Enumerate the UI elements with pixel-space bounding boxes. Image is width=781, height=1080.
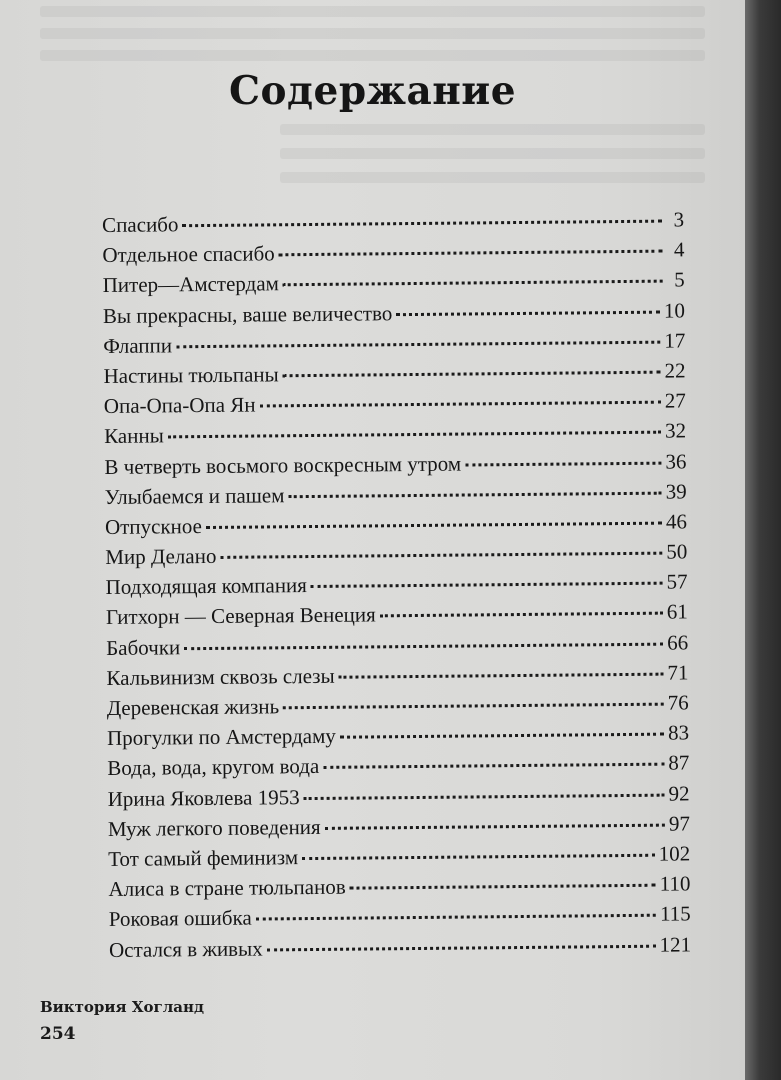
dot-leader — [339, 672, 664, 678]
toc-entry-title: Остался в живых — [108, 935, 263, 962]
dot-leader — [465, 461, 661, 466]
toc-entry-title: Канны — [104, 423, 164, 449]
bleed-through — [40, 50, 705, 61]
toc-entry-page: 32 — [665, 418, 687, 443]
table-of-contents — [102, 207, 691, 967]
dot-leader — [256, 914, 656, 921]
dot-leader — [267, 944, 656, 951]
dot-leader — [302, 854, 655, 860]
toc-entry-page: 17 — [664, 328, 686, 353]
dot-leader — [206, 522, 662, 529]
toc-entry-page: 97 — [668, 811, 690, 836]
toc-entry-page: 61 — [666, 599, 688, 625]
running-footer-author: Виктория Хогланд — [40, 998, 204, 1016]
toc-entry-title: Тот самый феминизм — [108, 845, 299, 871]
dot-leader — [323, 763, 664, 769]
toc-entry-title: Подходящая компания — [105, 573, 308, 600]
toc-entry — [109, 932, 691, 968]
toc-entry-page: 10 — [663, 297, 686, 323]
toc-entry-title: Прогулки по Амстердаму — [106, 723, 336, 751]
toc-entry-page: 5 — [674, 267, 685, 292]
dot-leader — [283, 703, 664, 710]
toc-entry-page: 27 — [664, 388, 686, 413]
toc-entry-page: 121 — [659, 931, 692, 957]
bleed-through — [40, 28, 705, 39]
toc-entry-title: Кальвинизм сквозь слезы — [106, 663, 335, 690]
dot-leader — [311, 582, 663, 588]
dot-leader — [283, 280, 663, 287]
dot-leader — [176, 340, 660, 348]
toc-entry-page: 102 — [658, 841, 691, 866]
dot-leader — [279, 250, 663, 257]
toc-entry-title: Гитхорн — Северная Венеция — [105, 602, 376, 630]
toc-entry-title: Отпускное — [104, 513, 203, 539]
toc-entry-title: В четверть восьмого воскресным утром — [104, 451, 462, 479]
toc-entry-title: Питер—Амстердам — [102, 271, 280, 298]
dot-leader — [304, 793, 665, 799]
toc-entry-page: 57 — [666, 569, 688, 594]
toc-entry-title: Спасибо — [102, 212, 179, 237]
bleed-through — [280, 172, 705, 183]
toc-entry-title: Вода, вода, кругом вода — [107, 754, 320, 781]
toc-entry-page: 36 — [665, 448, 687, 474]
dot-leader — [182, 220, 662, 228]
toc-entry-title: Муж легкого поведения — [107, 814, 321, 841]
bleed-through — [40, 6, 705, 17]
toc-entry-title: Деревенская жизнь — [106, 694, 280, 720]
bleed-through — [280, 148, 705, 159]
toc-entry-title: Алиса в стране тюльпанов — [108, 874, 346, 902]
toc-entry-title: Мир Делано — [105, 543, 217, 570]
toc-entry-page: 92 — [668, 780, 690, 806]
toc-entry-title: Ирина Яковлева 1953 — [107, 784, 300, 811]
bleed-through — [280, 124, 705, 135]
dot-leader — [168, 431, 661, 439]
toc-entry-title: Вы прекрасны, ваше величество — [102, 300, 393, 328]
toc-entry-title: Отдельное спасибо — [102, 241, 275, 268]
dot-leader — [325, 823, 665, 829]
toc-entry-title: Настины тюльпаны — [103, 362, 279, 388]
toc-entry-title: Опа-Опа-Опа Ян — [103, 392, 256, 419]
toc-entry-page: 76 — [667, 690, 689, 715]
toc-entry-page: 22 — [664, 358, 686, 383]
page-title: Содержание — [228, 68, 517, 114]
toc-entry-page: 46 — [665, 509, 688, 534]
toc-entry-page: 39 — [665, 479, 687, 504]
dot-leader — [260, 401, 661, 408]
dot-leader — [380, 612, 663, 618]
toc-entry-title: Бабочки — [106, 634, 181, 660]
toc-entry-page: 50 — [666, 539, 688, 564]
dot-leader — [283, 371, 661, 378]
page-number: 254 — [40, 1024, 76, 1044]
toc-entry-page: 3 — [673, 207, 685, 232]
toc-entry-page: 110 — [659, 871, 691, 896]
toc-entry-page: 83 — [667, 720, 690, 745]
toc-entry-title: Роковая ошибка — [108, 905, 252, 932]
toc-entry-page: 87 — [668, 750, 690, 775]
page-edge-shadow — [745, 0, 781, 1080]
dot-leader — [184, 642, 663, 650]
toc-entry-title: Флаппи — [103, 333, 173, 358]
dot-leader — [350, 884, 656, 890]
dot-leader — [220, 552, 662, 559]
dot-leader — [340, 733, 664, 739]
toc-entry-page: 115 — [659, 901, 691, 926]
toc-entry-page: 71 — [667, 660, 689, 685]
toc-entry-title: Улыбаемся и пашем — [104, 482, 285, 509]
dot-leader — [396, 310, 660, 316]
dot-leader — [288, 491, 661, 498]
toc-entry-page: 4 — [673, 237, 685, 262]
toc-entry-page: 66 — [667, 630, 689, 655]
